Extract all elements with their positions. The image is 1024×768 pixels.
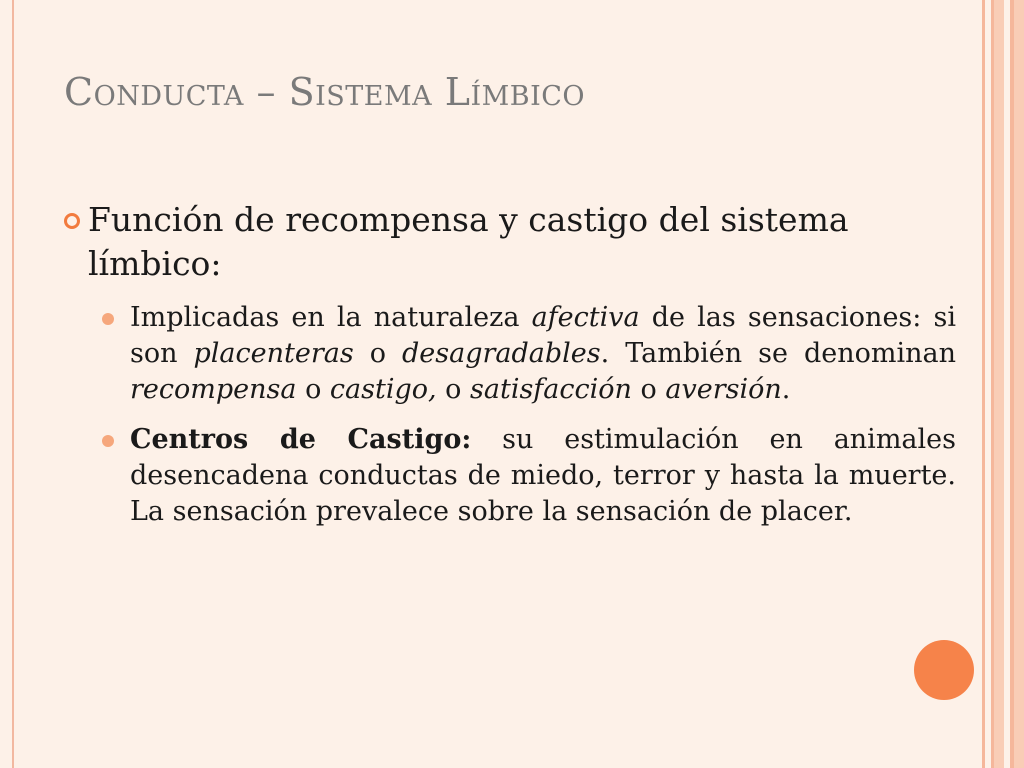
italic-term: placenteras xyxy=(193,338,354,369)
slide-content xyxy=(62,198,957,544)
italic-term: afectiva xyxy=(531,302,640,333)
sub-bullet-item xyxy=(102,422,957,530)
text-run: su estimulación en animales desencadena conductas de miedo, terror y hasta la muerte. La sensación prevalece sobre la sensación de placer. xyxy=(130,424,956,527)
italic-term: satisfacción xyxy=(470,374,632,405)
decorative-circle xyxy=(914,640,974,700)
text-run: o xyxy=(353,338,402,369)
bold-term: Centros de Castigo: xyxy=(130,424,472,455)
text-run: o xyxy=(296,374,330,405)
italic-term: castigo, xyxy=(329,374,437,405)
ring-bullet-icon xyxy=(62,210,82,230)
slide-title: Conducta – Sistema Límbico xyxy=(64,70,586,114)
dot-bullet-icon xyxy=(102,313,114,325)
sub-bullet-text xyxy=(130,422,956,530)
dot-bullet-icon xyxy=(102,435,114,447)
sub-bullet-text xyxy=(130,300,956,408)
text-run: o xyxy=(436,374,471,405)
text-run: o xyxy=(631,374,666,405)
text-run: . xyxy=(781,374,791,405)
italic-term: aversión xyxy=(665,374,782,405)
sub-bullet-item xyxy=(102,300,957,408)
italic-term: desagradables xyxy=(402,338,601,369)
left-border-decoration xyxy=(0,0,14,768)
text-run: de las sensaciones: si son xyxy=(130,302,956,369)
text-run: . También se denominan xyxy=(600,338,956,369)
right-stripes-decoration xyxy=(976,0,1024,768)
text-run: Implicadas en la naturaleza xyxy=(130,302,532,333)
italic-term: recompensa xyxy=(130,374,297,405)
main-bullet-item xyxy=(62,198,957,286)
main-bullet-text: Función de recompensa y castigo del sistema límbico: xyxy=(88,200,849,283)
